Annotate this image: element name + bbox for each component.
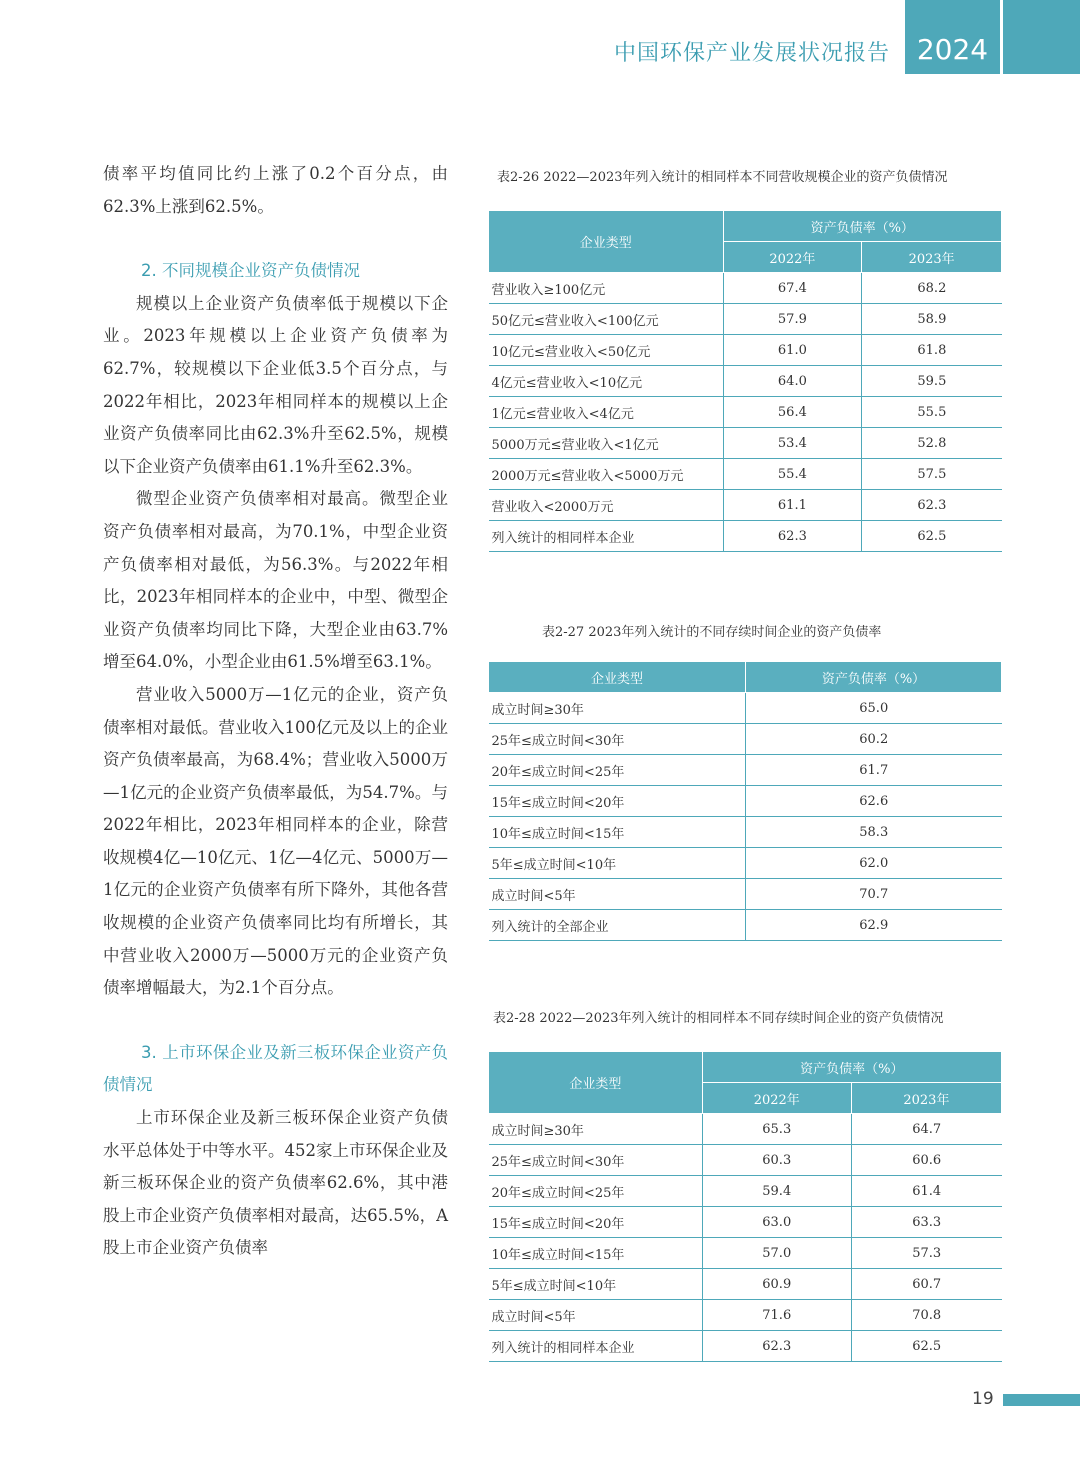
value-2022: 53.4 <box>723 428 862 459</box>
report-title: 中国环保产业发展状况报告 <box>613 41 890 66</box>
value-2022: 59.4 <box>702 1176 851 1207</box>
row-label: 列入统计的相同样本企业 <box>489 1331 703 1362</box>
value-2023: 52.8 <box>862 428 1002 459</box>
row-label: 15年≤成立时间<20年 <box>489 1207 703 1238</box>
col-header-2023: 2023年 <box>851 1083 1001 1114</box>
value-2023: 60.7 <box>851 1269 1001 1300</box>
col-header-rate: 资产负债率（%） <box>746 662 1002 693</box>
value-2022: 71.6 <box>702 1300 851 1331</box>
table-row <box>489 1269 1002 1300</box>
row-label: 20年≤成立时间<25年 <box>489 755 746 786</box>
value-2022: 56.4 <box>723 397 862 428</box>
table-row <box>489 1207 1002 1238</box>
value-2023: 61.8 <box>862 335 1002 366</box>
value-rate: 60.2 <box>746 724 1002 755</box>
table-row <box>489 879 1002 910</box>
row-label: 10亿元≤营业收入<50亿元 <box>489 335 724 366</box>
value-2023: 57.3 <box>851 1238 1001 1269</box>
value-2023: 58.9 <box>862 304 1002 335</box>
row-label: 2000万元≤营业收入<5000万元 <box>489 459 724 490</box>
table-row <box>489 1114 1002 1145</box>
row-label: 4亿元≤营业收入<10亿元 <box>489 366 724 397</box>
row-label: 50亿元≤营业收入<100亿元 <box>489 304 724 335</box>
table-row <box>489 304 1002 335</box>
value-rate: 58.3 <box>746 817 1002 848</box>
value-2023: 62.3 <box>862 490 1002 521</box>
value-2023: 62.5 <box>862 521 1002 552</box>
value-2022: 64.0 <box>723 366 862 397</box>
value-2023: 63.3 <box>851 1207 1001 1238</box>
value-2023: 55.5 <box>862 397 1002 428</box>
value-rate: 61.7 <box>746 755 1002 786</box>
value-2022: 60.3 <box>702 1145 851 1176</box>
table-row <box>489 786 1002 817</box>
col-header-type: 企业类型 <box>489 662 746 693</box>
table-row <box>489 1176 1002 1207</box>
value-2023: 57.5 <box>862 459 1002 490</box>
table-row <box>489 1238 1002 1269</box>
page-number: 19 <box>972 1389 994 1409</box>
value-2023: 60.6 <box>851 1145 1001 1176</box>
report-year-badge: 2024 <box>905 0 1000 74</box>
value-rate: 62.9 <box>746 910 1002 941</box>
row-label: 成立时间<5年 <box>489 879 746 910</box>
table-row <box>489 335 1002 366</box>
row-label: 5年≤成立时间<10年 <box>489 1269 703 1300</box>
row-label: 营业收入≥100亿元 <box>489 273 724 304</box>
col-header-2022: 2022年 <box>723 242 862 273</box>
row-label: 列入统计的相同样本企业 <box>489 521 724 552</box>
paragraph-micro: 微型企业资产负债率相对最高。微型企业资产负债率相对最高，为70.1%，中型企业资产负债率相对最低，为56.3%。与2022年相比，2023年相同样本的企业中，中型、微型企业资产负债率均同比下降，大型企业由63.7%增至64.0%，小型企业由61.5%增至63.1%。 <box>103 489 448 672</box>
row-label: 成立时间≥30年 <box>489 1114 703 1145</box>
table-2-26-caption: 表2-26 2022—2023年列入统计的相同样本不同营收规模企业的资产负债情况 <box>497 170 948 185</box>
table-row <box>489 490 1002 521</box>
value-rate: 65.0 <box>746 693 1002 724</box>
section-heading-3: 3. 上市环保企业及新三板环保企业资产负债情况 <box>103 1042 448 1095</box>
row-label: 20年≤成立时间<25年 <box>489 1176 703 1207</box>
row-label: 10年≤成立时间<15年 <box>489 1238 703 1269</box>
paragraph-listed: 上市环保企业及新三板环保企业资产负债水平总体处于中等水平。452家上市环保企业及新三板环保企业的资产负债率62.6%，其中港股上市企业资产负债率相对最高，达65.5%，A股上市企业资产负债率 <box>103 1108 448 1258</box>
row-label: 营业收入<2000万元 <box>489 490 724 521</box>
table-row <box>489 273 1002 304</box>
table-row <box>489 397 1002 428</box>
row-label: 1亿元≤营业收入<4亿元 <box>489 397 724 428</box>
row-label: 成立时间≥30年 <box>489 693 746 724</box>
value-2022: 55.4 <box>723 459 862 490</box>
paragraph-continued: 债率平均值同比约上涨了0.2个百分点，由62.3%上涨到62.5%。 <box>103 164 448 216</box>
footer-accent-bar <box>1003 1394 1080 1406</box>
value-rate: 62.0 <box>746 848 1002 879</box>
col-header-2023: 2023年 <box>862 242 1002 273</box>
value-2022: 62.3 <box>702 1331 851 1362</box>
col-header-type: 企业类型 <box>489 211 724 273</box>
value-2023: 61.4 <box>851 1176 1001 1207</box>
value-2023: 62.5 <box>851 1331 1001 1362</box>
col-header-2022: 2022年 <box>702 1083 851 1114</box>
table-2-28 <box>488 1051 1002 1362</box>
col-header-rate: 资产负债率（%） <box>702 1052 1001 1083</box>
paragraph-scale: 规模以上企业资产负债率低于规模以下企业。2023年规模以上企业资产负债率为62.7%，较规模以下企业低3.5个百分点，与2022年相比，2023年相同样本的规模以上企业资产负债率同比由62.3%升至62.5%，规模以下企业资产负债率由61.1%升至62.3%。 <box>103 293 448 476</box>
table-2-26 <box>488 210 1002 552</box>
row-label: 成立时间<5年 <box>489 1300 703 1331</box>
table-row <box>489 848 1002 879</box>
value-rate: 70.7 <box>746 879 1002 910</box>
value-2022: 65.3 <box>702 1114 851 1145</box>
section-heading-2: 2. 不同规模企业资产负债情况 <box>141 261 360 281</box>
table-row <box>489 428 1002 459</box>
value-2022: 61.1 <box>723 490 862 521</box>
paragraph-revenue: 营业收入5000万—1亿元的企业，资产负债率相对最低。营业收入100亿元及以上的企业资产负债率最高，为68.4%；营业收入5000万—1亿元的企业资产负债率最低，为54.7%。与2022年相比，2023年相同样本的企业，除营收规模4亿—10亿元、1亿—4亿元、5000万—1亿元的企业资产负债率有所下降外，其他各营收规模的企业资产负债率同比均有所增长，其中营业收入2000万—5000万元的企业资产负债率增幅最大，为2.1个百分点。 <box>103 684 448 998</box>
header-accent-bar <box>1003 0 1080 74</box>
value-2022: 61.0 <box>723 335 862 366</box>
value-2022: 57.9 <box>723 304 862 335</box>
table-row <box>489 366 1002 397</box>
row-label: 25年≤成立时间<30年 <box>489 724 746 755</box>
table-row <box>489 817 1002 848</box>
table-2-27-caption: 表2-27 2023年列入统计的不同存续时间企业的资产负债率 <box>542 625 882 640</box>
table-row <box>489 755 1002 786</box>
value-2022: 67.4 <box>723 273 862 304</box>
row-label: 10年≤成立时间<15年 <box>489 817 746 848</box>
value-2022: 60.9 <box>702 1269 851 1300</box>
table-row <box>489 724 1002 755</box>
value-2023: 68.2 <box>862 273 1002 304</box>
value-2022: 62.3 <box>723 521 862 552</box>
value-2023: 70.8 <box>851 1300 1001 1331</box>
table-2-27 <box>488 661 1002 941</box>
row-label: 25年≤成立时间<30年 <box>489 1145 703 1176</box>
col-header-type: 企业类型 <box>489 1052 703 1114</box>
table-2-28-caption: 表2-28 2022—2023年列入统计的相同样本不同存续时间企业的资产负债情况 <box>493 1011 944 1026</box>
value-2023: 59.5 <box>862 366 1002 397</box>
table-row <box>489 459 1002 490</box>
table-row <box>489 521 1002 552</box>
value-rate: 62.6 <box>746 786 1002 817</box>
row-label: 5年≤成立时间<10年 <box>489 848 746 879</box>
table-row <box>489 910 1002 941</box>
value-2022: 57.0 <box>702 1238 851 1269</box>
table-row <box>489 1331 1002 1362</box>
col-header-rate: 资产负债率（%） <box>723 211 1001 242</box>
row-label: 15年≤成立时间<20年 <box>489 786 746 817</box>
row-label: 列入统计的全部企业 <box>489 910 746 941</box>
table-row <box>489 1145 1002 1176</box>
value-2023: 64.7 <box>851 1114 1001 1145</box>
table-row <box>489 693 1002 724</box>
value-2022: 63.0 <box>702 1207 851 1238</box>
table-row <box>489 1300 1002 1331</box>
row-label: 5000万元≤营业收入<1亿元 <box>489 428 724 459</box>
body-text-column <box>103 158 448 1265</box>
